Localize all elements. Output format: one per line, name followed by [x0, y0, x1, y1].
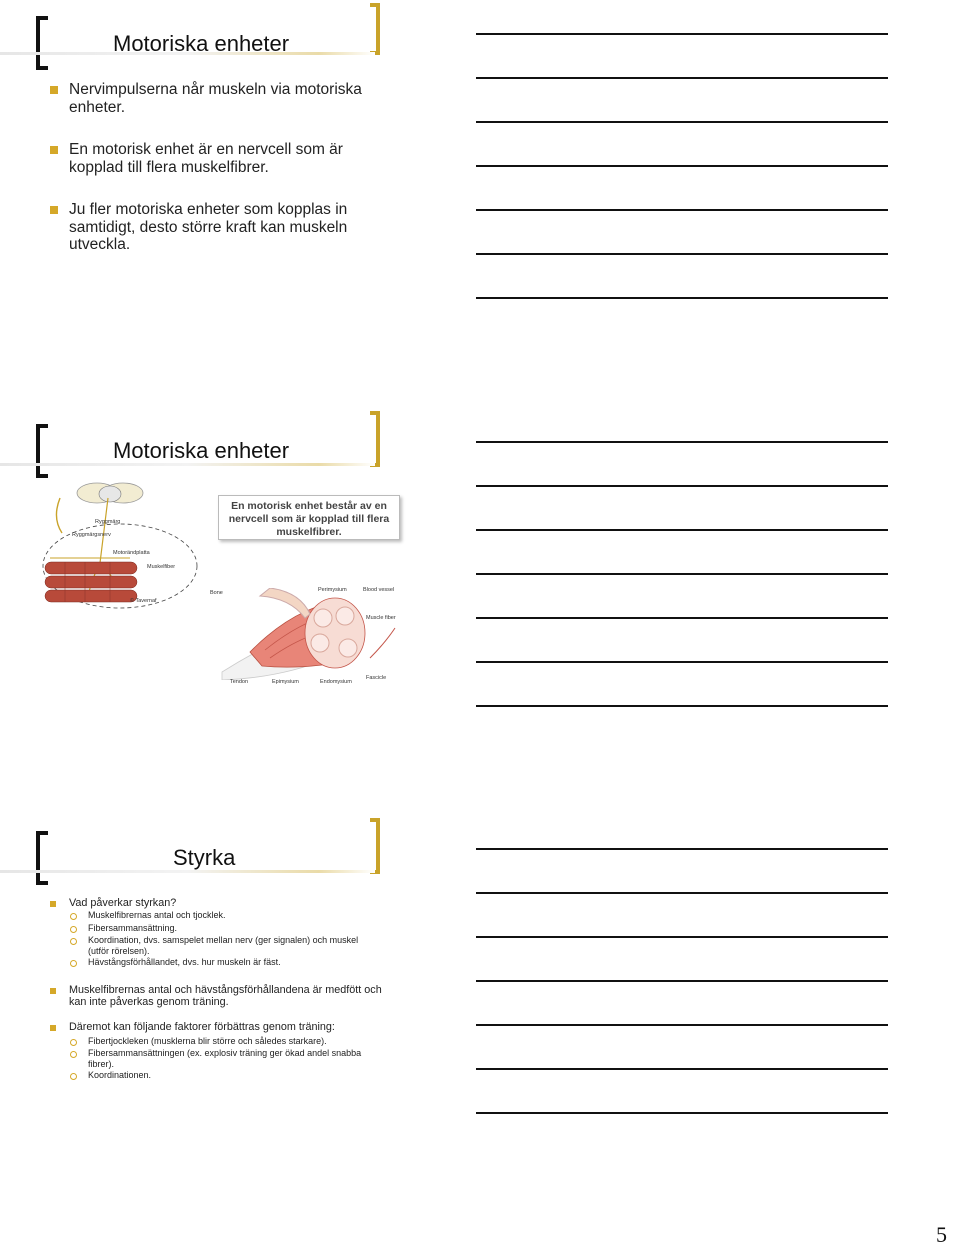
slide-bracket-left: [36, 831, 48, 885]
bullet-text: En motorisk enhet är en nervcell som är kopplad till flera muskelfibrer.: [69, 141, 343, 176]
slide-title: Styrka: [173, 845, 236, 870]
sub-bullet-text: Fibersammansättningen (ex. explosiv träning ger ökad andel snabba fibrer).: [88, 1048, 362, 1069]
sub-bullet-text: Koordination, dvs. samspelet mellan nerv (ger signalen) och muskel (utför rörelsen).: [88, 935, 359, 956]
sub-bullet-marker: [70, 1073, 77, 1080]
bullet-text: Ju fler motoriska enheter som kopplas in samtidigt, desto större kraft kan muskeln utveckla.: [69, 201, 348, 253]
slide-title: Motoriska enheter: [113, 31, 290, 56]
label-epimysium: Epimysium: [272, 679, 299, 685]
slide-bracket-left: [36, 424, 48, 478]
bullet-marker: [50, 988, 56, 994]
label-blood-vessel: Blood vessel: [363, 587, 395, 593]
sub-bullet-text: Muskelfibrernas antal och tjocklek.: [88, 910, 226, 920]
slide-bracket-right: [370, 818, 380, 874]
sub-bullet-marker: [70, 1039, 77, 1046]
slide-bracket-right: [370, 411, 380, 467]
page-number: 5: [936, 1222, 947, 1247]
slide-bracket-right: [370, 3, 380, 55]
bullet-text: Vad påverkar styrkan?: [69, 897, 177, 909]
bullet-text: Nervimpulserna når muskeln via motoriska enheter.: [69, 81, 362, 116]
label-muskelfiber: Muskelfiber: [147, 564, 176, 570]
slide-title: Motoriska enheter: [113, 438, 290, 463]
label-perimysium: Perimysium: [318, 587, 347, 593]
sub-bullet-text: Koordinationen.: [88, 1070, 152, 1080]
motor-unit-diagram: [40, 478, 200, 613]
bullet-marker: [50, 86, 58, 94]
sub-bullet-marker: [70, 926, 77, 933]
sub-bullet-marker: [70, 1051, 77, 1058]
bullet-marker: [50, 901, 56, 907]
sub-bullet-marker: [70, 938, 77, 945]
sub-bullet-marker: [70, 960, 77, 967]
bullet-text: Muskelfibrernas antal och hävstångsförhållandena är medfött och kan inte påverkas genom träning.: [69, 984, 382, 1008]
label-motorandplatta: Motorändplatta: [113, 550, 150, 556]
bullet-marker: [50, 146, 58, 154]
label-bone: Bone: [210, 590, 223, 596]
bullet-text: Däremot kan följande faktorer förbättras genom träning:: [69, 1021, 335, 1033]
label-copyright: © Tavernaf: [130, 598, 157, 604]
callout-box: En motorisk enhet består av en nervcell som är kopplad till flera muskelfibrer.: [218, 495, 400, 540]
slide-bracket-left: [36, 16, 48, 70]
label-endomysium: Endomysium: [320, 679, 352, 685]
bullet-marker: [50, 206, 58, 214]
sub-bullet-text: Fibertjockleken (musklerna blir större och således starkare).: [88, 1036, 327, 1046]
slide-3: [0, 815, 400, 1215]
bullet-marker: [50, 1025, 56, 1031]
muscle-anatomy-illustration: [210, 588, 400, 680]
sub-bullet-marker: [70, 913, 77, 920]
sub-bullet-text: Fibersammansättning.: [88, 923, 178, 933]
slide-1: [0, 0, 400, 400]
label-muscle-fiber: Muscle fiber: [366, 615, 396, 621]
sub-bullet-text: Hävstångsförhållandet, dvs. hur muskeln är fäst.: [88, 957, 281, 967]
label-tendon: Tendon: [230, 679, 249, 685]
label-ryggmargsnerv: Ryggmärgsnerv: [72, 532, 111, 538]
label-ryggmarg: Ryggmärg: [95, 519, 121, 525]
label-fascicle: Fascicle: [366, 675, 387, 681]
